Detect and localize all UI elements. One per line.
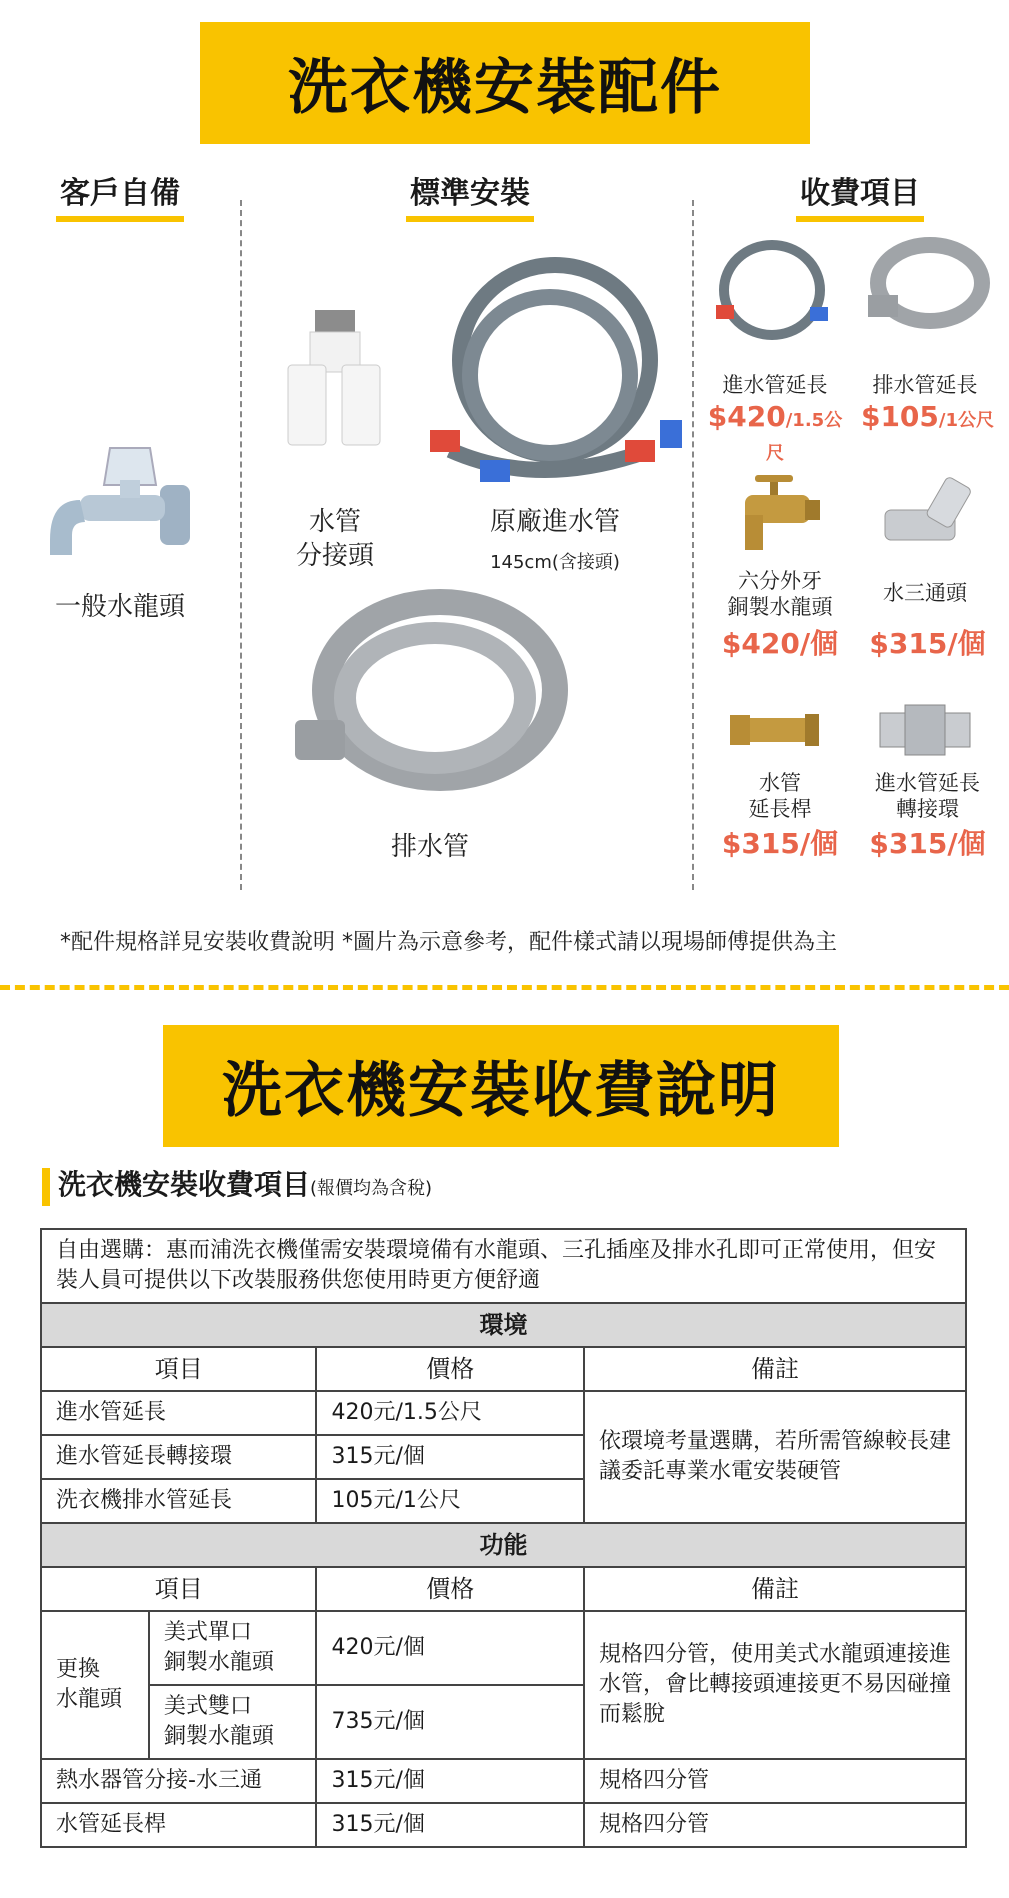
table-cell: 進水管延長 bbox=[41, 1391, 316, 1435]
inlet-hose-extension-icon bbox=[712, 235, 832, 345]
column-header: 價格 bbox=[316, 1347, 583, 1391]
banner-title: 洗衣機安裝配件 bbox=[200, 22, 810, 144]
column-header: 價格 bbox=[316, 1567, 583, 1611]
table-cell: 315元/個 bbox=[316, 1803, 583, 1847]
table-cell: 420元/個 bbox=[316, 1611, 583, 1685]
charged-item-label: 水管 延長桿 bbox=[748, 771, 812, 821]
column-heading-standard: 標準安裝 bbox=[380, 168, 560, 222]
table-row bbox=[41, 1303, 966, 1347]
group-heading: 環境 bbox=[41, 1303, 966, 1347]
charged-item-label: 水三通頭 bbox=[883, 581, 967, 605]
table-cell: 315元/個 bbox=[316, 1759, 583, 1803]
table-cell: 更換 水龍頭 bbox=[41, 1611, 149, 1759]
column-header: 項目 bbox=[41, 1567, 316, 1611]
charged-item-label: 六分外牙 銅製水龍頭 bbox=[727, 569, 833, 619]
charged-item-price: $315/個 bbox=[869, 627, 986, 660]
drain-hose-label: 排水管 bbox=[390, 832, 469, 862]
section-divider bbox=[0, 985, 1009, 990]
table-cell: 水管延長桿 bbox=[41, 1803, 316, 1847]
table-cell: 依環境考量選購，若所需管線較長建議委託專業水電安裝硬管 bbox=[584, 1391, 966, 1523]
charged-item-label: 進水管延長 轉接環 bbox=[875, 771, 980, 821]
table-cell: 420元/1.5公尺 bbox=[316, 1391, 583, 1435]
column-header: 備註 bbox=[584, 1567, 966, 1611]
column-header: 備註 bbox=[584, 1347, 966, 1391]
table-row bbox=[41, 1759, 966, 1803]
column-heading-customer: 客戶自備 bbox=[40, 168, 200, 222]
table-cell: 規格四分管，使用美式水龍頭連接進水管，會比轉接頭連接更不易因碰撞而鬆脫 bbox=[584, 1611, 966, 1759]
table-cell: 規格四分管 bbox=[584, 1803, 966, 1847]
table-cell: 105元/1公尺 bbox=[316, 1479, 583, 1523]
table-row bbox=[41, 1803, 966, 1847]
table-row bbox=[41, 1229, 966, 1303]
group-heading: 功能 bbox=[41, 1523, 966, 1567]
table-cell: 規格四分管 bbox=[584, 1759, 966, 1803]
column-divider bbox=[240, 200, 242, 890]
charged-item-price: $315/個 bbox=[869, 827, 986, 860]
extension-rod-icon bbox=[725, 700, 825, 760]
column-heading-charged: 收費項目 bbox=[770, 168, 950, 222]
adapter-ring-icon bbox=[875, 695, 975, 765]
drain-hose-icon bbox=[285, 580, 575, 800]
splitter-label: 水管 分接頭 bbox=[295, 507, 374, 571]
charged-item-price: $420/個 bbox=[721, 627, 839, 660]
inlet-hose-icon bbox=[420, 250, 690, 500]
charged-item-label: 排水管延長 bbox=[872, 373, 978, 397]
table-row bbox=[41, 1523, 966, 1567]
charged-item-price: $105/1公尺 bbox=[860, 400, 995, 433]
charged-item-price: $315/個 bbox=[721, 827, 839, 860]
pricing-table bbox=[40, 1228, 967, 1848]
column-divider bbox=[692, 200, 694, 890]
section-title: 洗衣機安裝收費項目(報價均為含稅) bbox=[42, 1168, 432, 1206]
table-cell: 美式單口 銅製水龍頭 bbox=[149, 1611, 317, 1685]
inlet-hose-label: 原廠進水管 bbox=[489, 507, 620, 537]
charged-item-label: 進水管延長 bbox=[722, 373, 828, 397]
table-cell: 洗衣機排水管延長 bbox=[41, 1479, 316, 1523]
table-row bbox=[41, 1347, 966, 1391]
table-cell: 315元/個 bbox=[316, 1435, 583, 1479]
table-cell: 735元/個 bbox=[316, 1685, 583, 1759]
inlet-hose-note: 145cm(含接頭) bbox=[490, 552, 620, 573]
column-header: 項目 bbox=[41, 1347, 316, 1391]
table-cell: 熱水器管分接-水三通 bbox=[41, 1759, 316, 1803]
brass-faucet-icon bbox=[725, 470, 825, 560]
faucet-label: 一般水龍頭 bbox=[54, 592, 185, 622]
table-cell: 進水管延長轉接環 bbox=[41, 1435, 316, 1479]
table-cell: 美式雙口 銅製水龍頭 bbox=[149, 1685, 317, 1759]
table-row bbox=[41, 1391, 966, 1435]
table-intro: 自由選購：惠而浦洗衣機僅需安裝環境備有水龍頭、三孔插座及排水孔即可正常使用，但安裝人員可提供以下改裝服務供您使用時更方便舒適 bbox=[41, 1229, 966, 1303]
table-row bbox=[41, 1611, 966, 1685]
charged-item-price: $420/1.5公尺 bbox=[707, 400, 843, 464]
table-row bbox=[41, 1567, 966, 1611]
footnote: *配件規格詳見安裝收費說明 *圖片為示意參考，配件樣式請以現場師傅提供為主 bbox=[60, 930, 837, 955]
faucet-icon bbox=[40, 430, 210, 580]
splitter-icon bbox=[280, 310, 390, 450]
banner-subtitle: 洗衣機安裝收費說明 bbox=[163, 1025, 839, 1147]
water-tee-icon bbox=[875, 470, 985, 560]
drain-hose-extension-icon bbox=[860, 235, 990, 335]
